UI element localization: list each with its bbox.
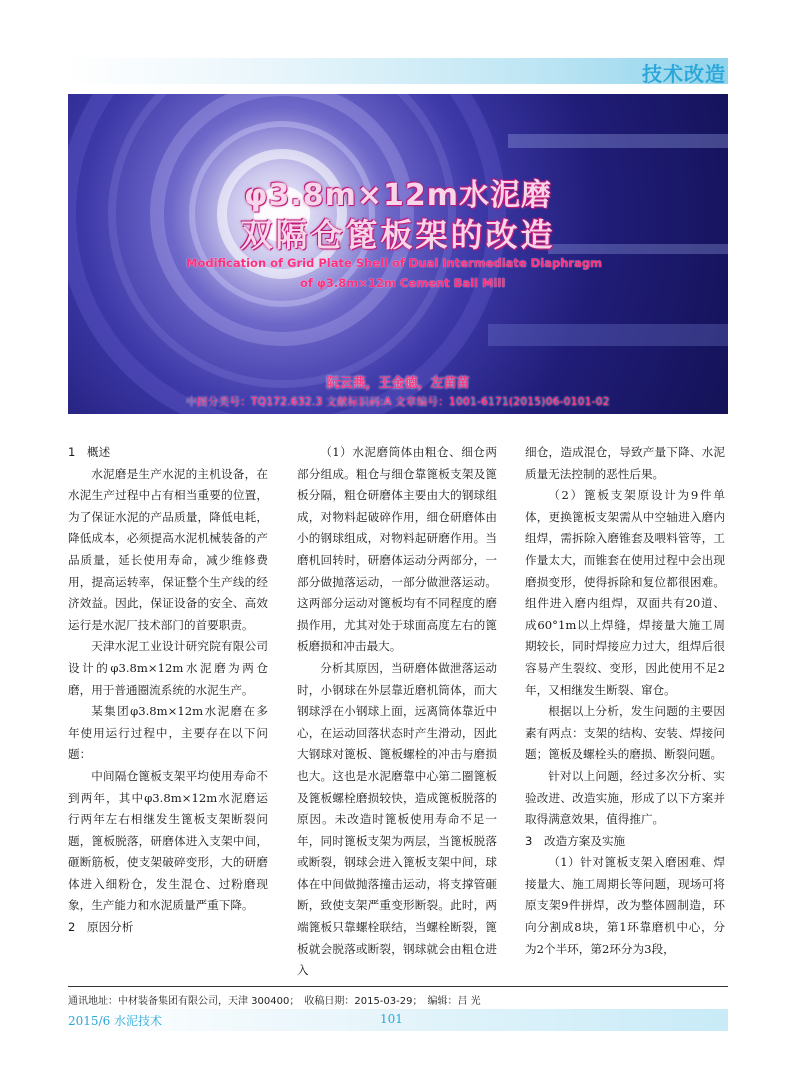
paragraph: （2）篦板支架原设计为9件单体，更换篦板支架需从中空轴进入磨内组焊，需拆除入磨锥套及喂料管等，工作量太大，而锥套在使用过程中会出现磨损变形，使得拆除和复位都很困难。组件进入磨内组焊，双面共有20道、成60°1m以上焊缝，焊接量大施工周期较长，同时焊接应力过大，组焊后很容易产生裂纹、变形，因此使用不足2年，又相继发生断裂、窜仓。 — [525, 488, 725, 697]
hero-banner — [68, 94, 728, 414]
footnote-divider — [68, 986, 728, 987]
paragraph: 细仓，造成混仓，导致产量下降、水泥质量无法控制的恶性后果。 — [525, 445, 725, 481]
text-column-2 — [297, 442, 497, 982]
paragraph: （1）水泥磨筒体由粗仓、细仓两部分组成。粗仓与细仓靠篦板支架及篦板分隔，粗仓研磨体主要由大的钢球组成，对物料起破碎作用，细仓研磨体由小的钢球组成，对物料起研磨作用。当磨机回转时，研磨体运动分两部分，一部分做抛落运动，一部分做泄落运动。这两部分运动对篦板均有不同程度的磨损作用，尤其对处于球面高度左右的篦板磨损和冲击最大。 — [297, 445, 497, 654]
section-heading: 3 改造方案及实施 — [525, 833, 626, 848]
paragraph: 针对以上问题，经过多次分析、实验改进、改造实施，形成了以下方案并取得满意效果，值得推广。 — [525, 768, 725, 827]
paragraph: 中间隔仓篦板支架平均使用寿命不到两年，其中φ3.8m×12m水泥磨运行两年左右相继发生篦板支架断裂问题，篦板脱落，研磨体进入支架中间，砸断筋板，使支架破碎变形，大的研磨体进入细粉仓，发生混仓、过粉磨现象，生产能力和水泥质量严重下降。 — [68, 768, 268, 913]
classification-line: 中图分类号：TQ172.632.3 文献标识码:A 文章编号：1001-6171(2015)06-0101-02 — [186, 396, 610, 408]
journal-issue: 2015/6 水泥技术 — [68, 1014, 163, 1028]
english-title-line2: of φ3.8m×12m Cement Ball Mill — [300, 276, 506, 290]
paragraph: 分析其原因，当研磨体做泄落运动时，小钢球在外层靠近磨机筒体，而大钢球浮在小钢球上面，远离筒体靠近中心，在运动回落状态时产生滑动，因此大钢球对篦板、篦板螺栓的冲击与磨损也大。这也是水泥磨靠中心第二圈篦板及篦板螺栓磨损较快，造成篦板脱落的原因。未改造时篦板使用寿命不足一年，同时篦板支架为两层，当篦板脱落或断裂，钢球会进入篦板支架中间，球体在中间做抛落撞击运动，将支撑管砸断，致使支架严重变形断裂。此时，两端篦板只靠螺栓联结，当螺栓断裂，篦板就会脱落或断裂，钢球就会由粗仓进入 — [297, 660, 497, 978]
english-title-line1: Modification of Grid Plate Shell of Dual Intermediate Diaphragm — [186, 256, 603, 270]
text-column-1 — [68, 442, 268, 939]
paragraph: （1）针对篦板支架入磨困难、焊接量大、施工周期长等问题，现场可将原支架9件拼焊，改为整体圆制造，环向分割成8块，第1环靠磨机中心，分为2个半环，第2环分为3段， — [525, 855, 725, 956]
authors: 阮云燕，王金德，左苗苗 — [326, 376, 470, 391]
header-band — [66, 58, 728, 84]
section-heading: 1 概述 — [68, 445, 111, 459]
paragraph: 根据以上分析，发生问题的主要因素有两点：支架的结构、安装、焊接问题；篦板及螺栓头的磨损、断裂问题。 — [525, 704, 725, 762]
paragraph: 某集团φ3.8m×12m水泥磨在多年使用运行过程中，主要存在以下问题： — [68, 704, 268, 762]
paragraph: 天津水泥工业设计研究院有限公司设计的φ3.8m×12m水泥磨为两仓磨，用于普通圈流系统的水泥生产。 — [68, 639, 268, 697]
footnote: 通讯地址：中材装备集团有限公司，天津 300400； 收稿日期：2015-03-29； 编辑：吕 光 — [68, 996, 481, 1007]
section-tag: 技术改造 — [642, 62, 726, 86]
page-number: 101 — [380, 1012, 403, 1026]
article-title-line1: φ3.8m×12m水泥磨 — [243, 178, 552, 213]
article-title-line2: 双隔仓篦板架的改造 — [240, 216, 556, 254]
text-column-3 — [525, 442, 725, 960]
paragraph: 水泥磨是生产水泥的主机设备，在水泥生产过程中占有相当重要的位置，为了保证水泥的产品质量，降低电耗，降低成本，必须提高水泥机械装备的产品质量，延长使用寿命，减少维修费用，提高运转率，保证整个生产线的经济效益。因此，保证设备的安全、高效运行是水泥厂技术部门的首要职责。 — [68, 466, 268, 632]
section-heading: 2 原因分析 — [68, 920, 134, 935]
